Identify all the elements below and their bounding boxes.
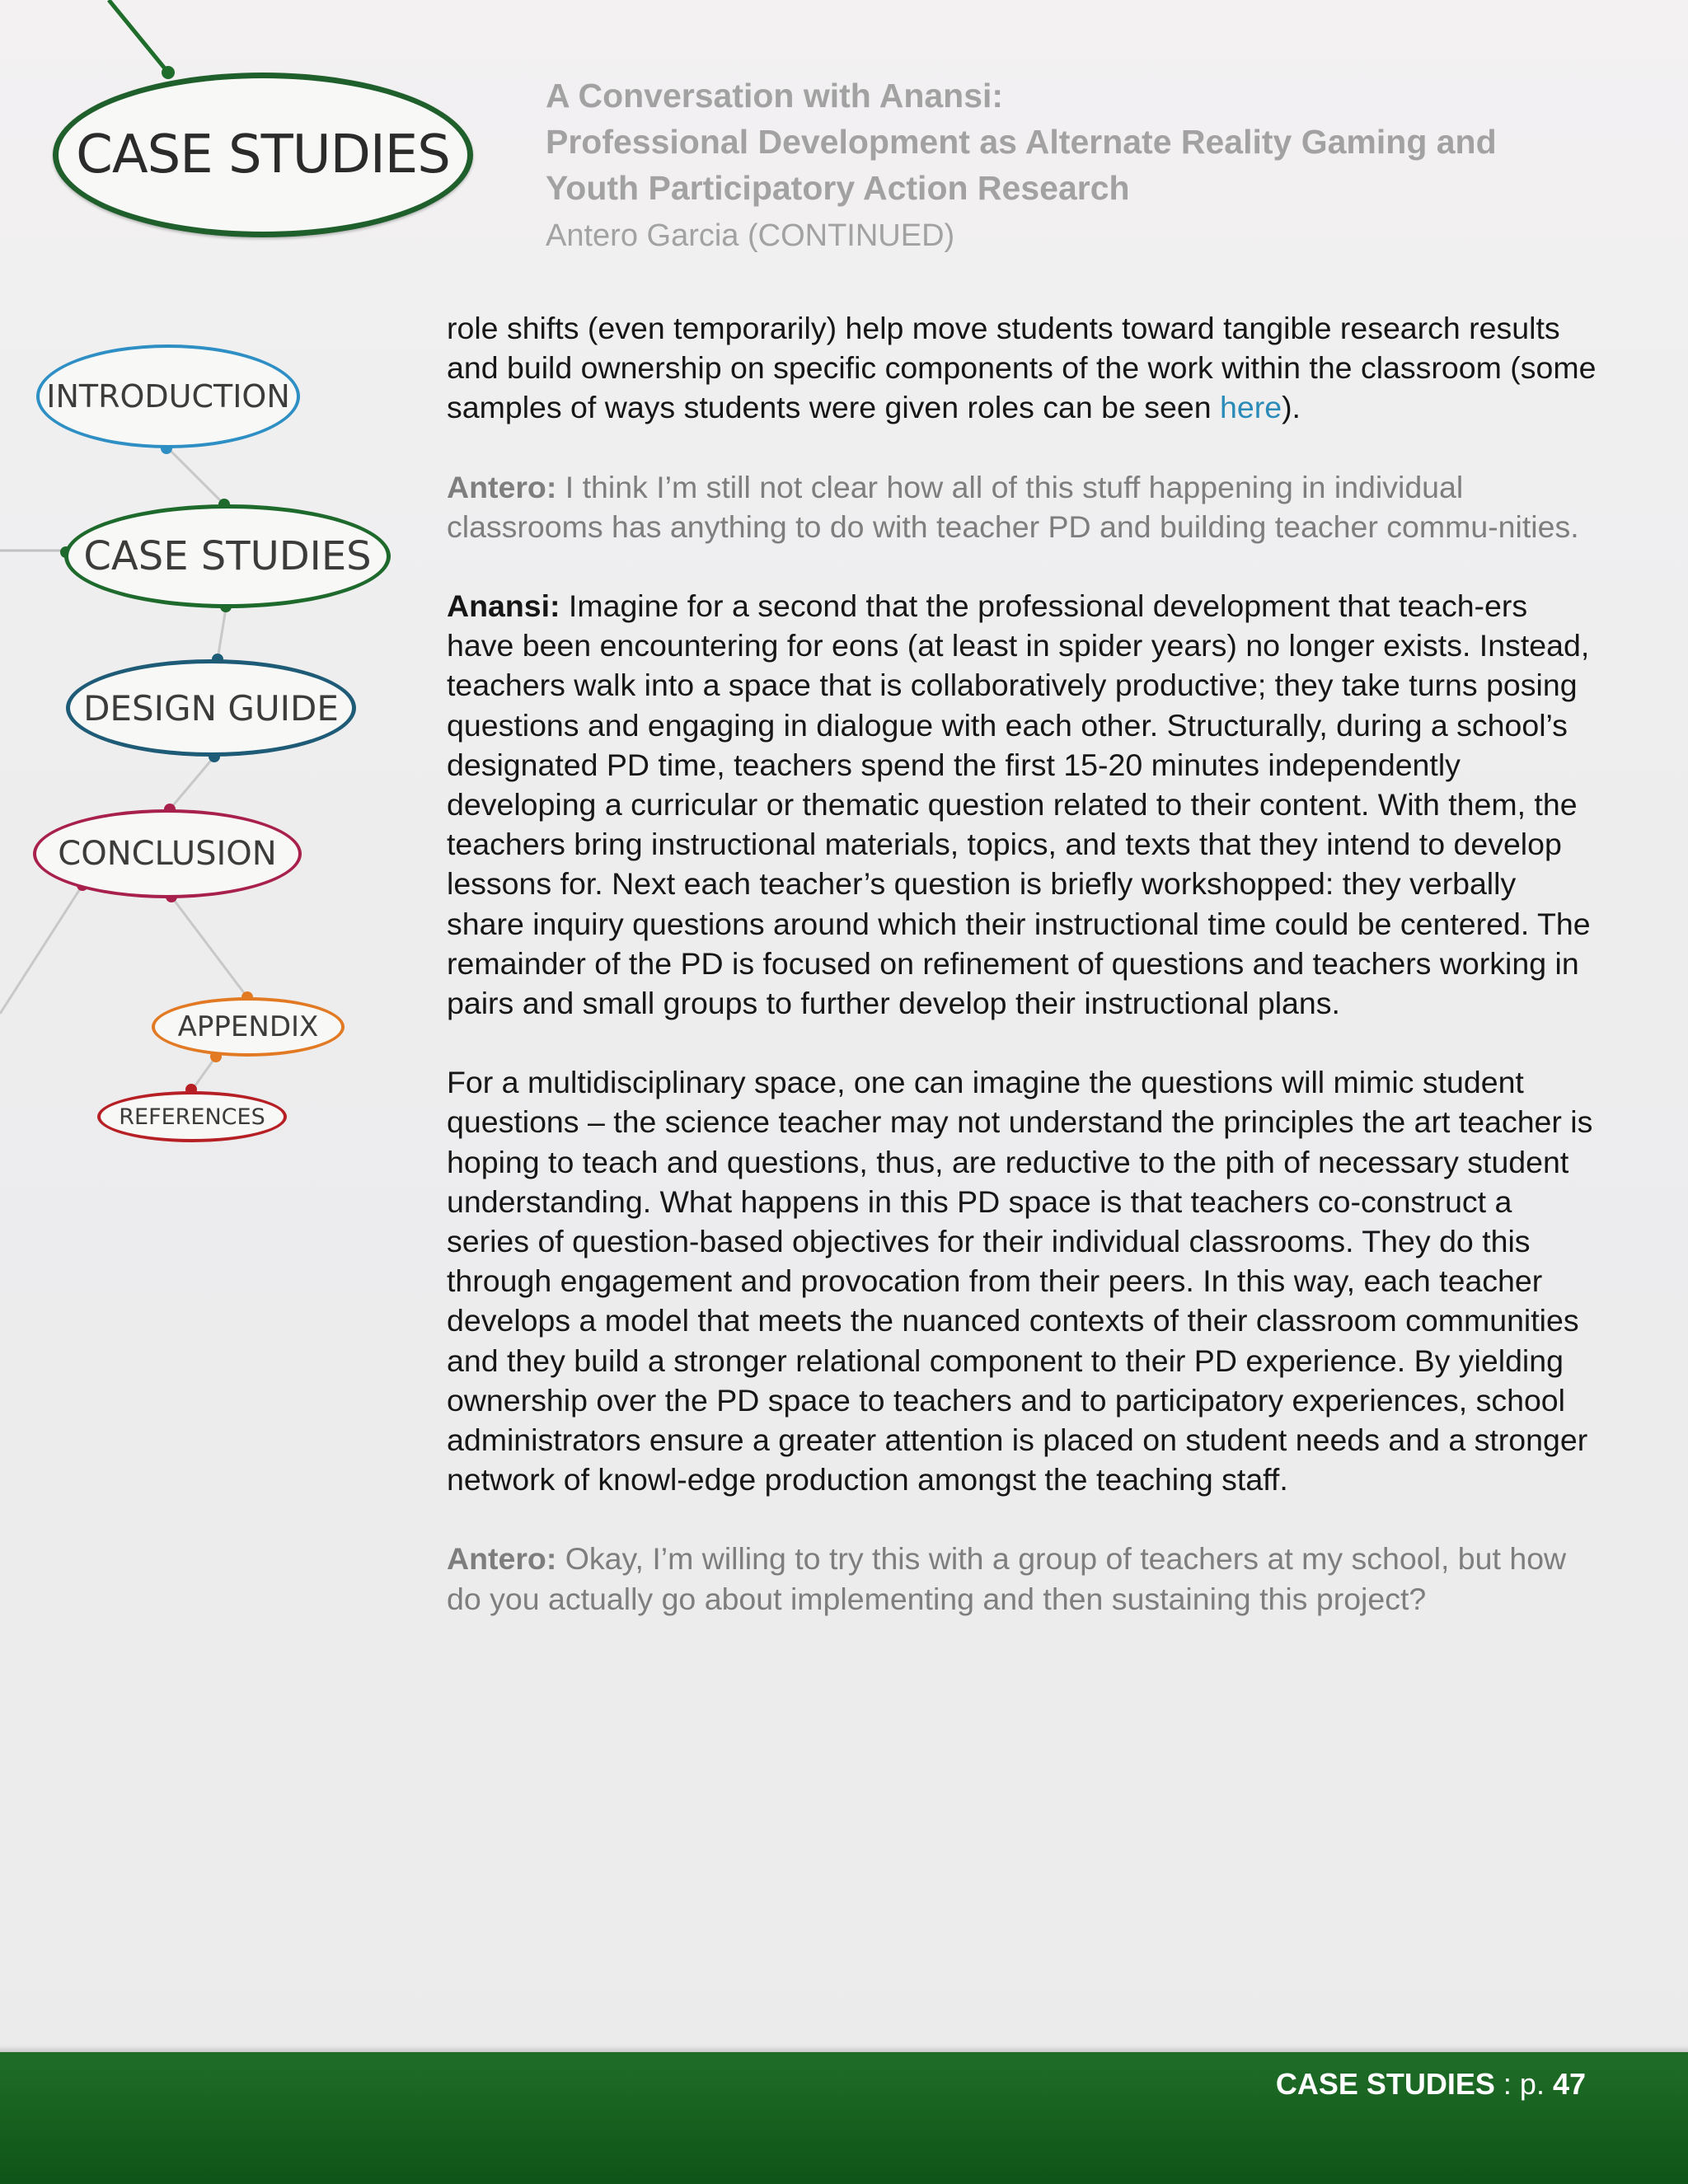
paragraph-text-end: ). bbox=[1282, 390, 1301, 425]
here-link[interactable]: here bbox=[1220, 390, 1282, 425]
nav-item-label: CONCLUSION bbox=[58, 835, 277, 873]
paragraph-text: Okay, I’m willing to try this with a group of teachers at my school, but how do you actually go about implementing and then sustaining this project? bbox=[447, 1541, 1567, 1616]
paragraph-text: For a multidisciplinary space, one can imagine the questions will mimic student questions – the science teacher may not understand the principles the art teacher is hoping to teach and questions, thus, are reductive to the pith of necessary student understanding. What happens in this PD space is that teachers co-construct a series of question-based objectives for their individual classrooms. They do this through engagement and provocation from their peers. In this way, each teacher develops a model that meets the nuanced contexts of their classroom communities and they build a stronger relational component to their PD experience. By yielding ownership over the PD space to teachers and to participatory experiences, school administrators ensure a greater attention is placed on student needs and a stronger network of knowl-edge production amongst the teaching staff. bbox=[447, 1065, 1593, 1497]
nav-item-references[interactable] bbox=[97, 1091, 287, 1142]
speaker-label: Antero: bbox=[447, 1541, 557, 1577]
paragraph-1 bbox=[447, 308, 1597, 428]
section-logo-oval bbox=[53, 73, 473, 237]
speaker-label: Anansi: bbox=[447, 588, 560, 624]
paragraph-text: Imagine for a second that the professional development that teach-ers have been encountering for eons (at least in spider years) no longer exists. Instead, teachers walk into a space that is collaboratively productive; they take turns posing questions and engaging in dialogue with each other. Structurally, during a school’s designated PD time, teachers spend the first 15-20 minutes independently developing a curricular or thematic question related to their content. With them, the teachers bring instructional materials, topics, and texts that they intend to develop lessons for. Next each teacher’s question is briefly workshopped: they verbally share inquiry questions around which their instructional time could be centered. The remainder of the PD is focused on refinement of questions and teachers working in pairs and small groups to further develop their instructional plans. bbox=[447, 588, 1591, 1021]
article-author: Antero Garcia (CONTINUED) bbox=[546, 218, 955, 253]
nav-item-introduction[interactable] bbox=[36, 344, 300, 448]
footer-separator: : p. bbox=[1494, 2067, 1553, 2101]
nav-item-appendix[interactable] bbox=[152, 997, 345, 1057]
article-header bbox=[546, 73, 1601, 259]
paragraph-anansi-answer bbox=[447, 586, 1597, 1023]
footer-page-number: 47 bbox=[1552, 2067, 1586, 2101]
nav-item-label: DESIGN GUIDE bbox=[83, 687, 339, 729]
article-title-line-1: A Conversation with Anansi: bbox=[546, 77, 1004, 115]
footer-page-label bbox=[1276, 2067, 1586, 2102]
paragraph-antero-question-1 bbox=[447, 467, 1597, 546]
nav-item-design-guide[interactable] bbox=[66, 659, 356, 757]
nav-item-label: REFERENCES bbox=[119, 1104, 265, 1130]
nav-item-label: INTRODUCTION bbox=[46, 378, 290, 415]
paragraph-text: I think I’m still not clear how all of this stuff happening in individual classrooms has anything to do with teacher PD and building teacher commu-nities. bbox=[447, 469, 1579, 544]
speaker-label: Antero: bbox=[447, 469, 557, 504]
nav-item-conclusion[interactable] bbox=[33, 809, 302, 898]
nav-item-case-studies[interactable] bbox=[64, 504, 391, 608]
section-logo-label: CASE STUDIES bbox=[76, 124, 450, 185]
nav-item-label: APPENDIX bbox=[177, 1010, 319, 1043]
nav-item-label: CASE STUDIES bbox=[83, 533, 372, 579]
paragraph-text: role shifts (even temporarily) help move students toward tangible research results and build ownership on specific components of the work within the classroom (some samples of ways students were given roles can be seen bbox=[447, 311, 1597, 425]
paragraph-multidisciplinary bbox=[447, 1062, 1597, 1499]
article-title-line-2: Professional Development as Alternate Reality Gaming and bbox=[546, 123, 1497, 161]
paragraph-antero-question-2 bbox=[447, 1539, 1597, 1618]
article-body bbox=[447, 308, 1597, 1658]
footer-section: CASE STUDIES bbox=[1275, 2067, 1495, 2101]
article-title-line-3: Youth Participatory Action Research bbox=[546, 169, 1130, 207]
